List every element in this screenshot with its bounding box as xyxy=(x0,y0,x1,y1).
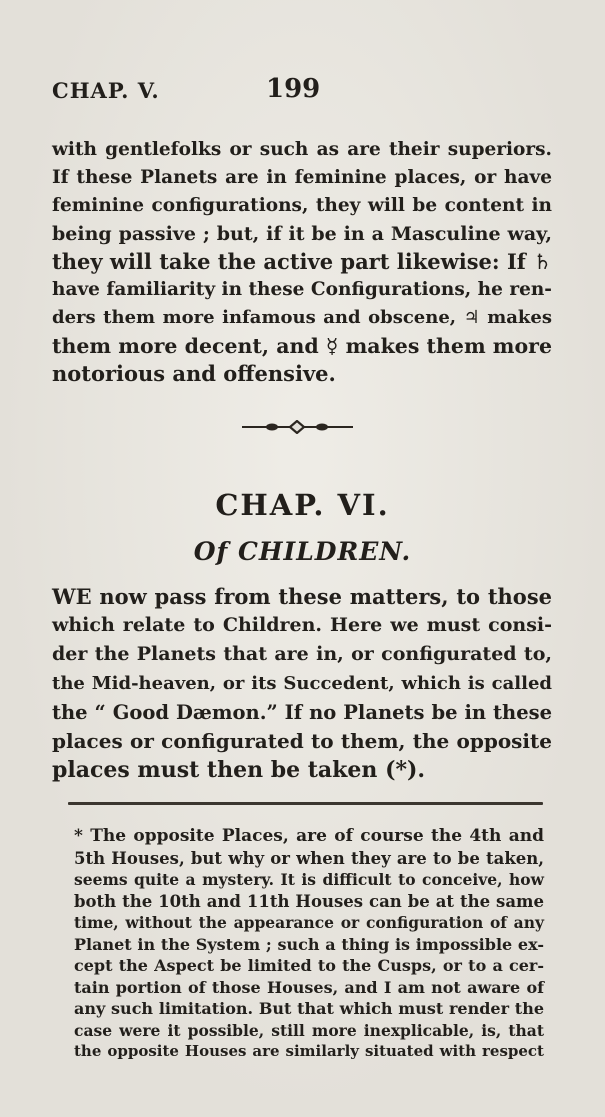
footnote-line: both the 10th and 11th Houses can be at the same xyxy=(74,891,544,911)
chapter-opening-paragraph xyxy=(52,582,552,785)
footnote-line: * The opposite Places, are of course the 4th and xyxy=(74,826,544,846)
footnote-line: time, without the appearance or configuration of any xyxy=(74,913,544,932)
text-line: der the Planets that are in, or configurated to, xyxy=(52,643,552,665)
text-line: they will take the active part likewise: If ♄ xyxy=(52,249,552,274)
chapter-title: CHAP. VI. xyxy=(215,488,390,522)
text-line: WE now pass from these matters, to those xyxy=(52,584,552,609)
section-ornament-icon xyxy=(240,420,355,434)
footnote-line: Planet in the System ; such a thing is impossible ex- xyxy=(74,934,544,954)
footnote-divider xyxy=(68,802,543,805)
footnote-line: the opposite Houses are similarly situated with respect xyxy=(74,1042,544,1060)
text-line: the Mid-heaven, or its Succedent, which is called xyxy=(52,673,552,694)
footnote-line: case were it possible, still more inexplicable, is, that xyxy=(74,1020,544,1040)
text-line: the “ Good Dæmon.” If no Planets be in these xyxy=(52,701,552,724)
text-line: which relate to Children. Here we must consi- xyxy=(52,614,552,636)
footnote-line: 5th Houses, but why or when they are to be taken, xyxy=(74,848,544,868)
text-line: places must then be taken (*). xyxy=(52,757,426,783)
text-line: ders them more infamous and obscene, ♃ makes xyxy=(52,307,552,328)
footnote-line: seems quite a mystery. It is difficult to conceive, how xyxy=(74,870,544,889)
paragraph-continued xyxy=(52,136,552,388)
running-head-chapter: CHAP. V. xyxy=(52,78,160,103)
text-line: with gentlefolks or such as are their superiors. xyxy=(52,139,552,160)
text-line: being passive ; but, if it be in a Masculine way, xyxy=(52,223,552,245)
footnote xyxy=(74,826,544,1063)
footnote-line: tain portion of those Houses, and I am not aware of xyxy=(74,977,544,997)
footnote-line: any such limitation. But that which must render the xyxy=(74,999,544,1018)
text-line: notorious and offensive. xyxy=(52,361,336,386)
running-head xyxy=(52,74,552,108)
page-number: 199 xyxy=(266,74,321,104)
text-line: them more decent, and ☿ makes them more xyxy=(52,334,552,358)
text-line: places or configurated to them, the opposite xyxy=(52,729,552,753)
footnote-line: cept the Aspect be limited to the Cusps, or to a cer- xyxy=(74,956,544,975)
text-line: have familiarity in these Configurations, he ren- xyxy=(52,279,552,300)
chapter-subtitle: Of CHILDREN. xyxy=(193,537,412,566)
text-line: If these Planets are in feminine places, or have xyxy=(52,167,552,188)
text-line: feminine configurations, they will be content in xyxy=(52,195,552,216)
